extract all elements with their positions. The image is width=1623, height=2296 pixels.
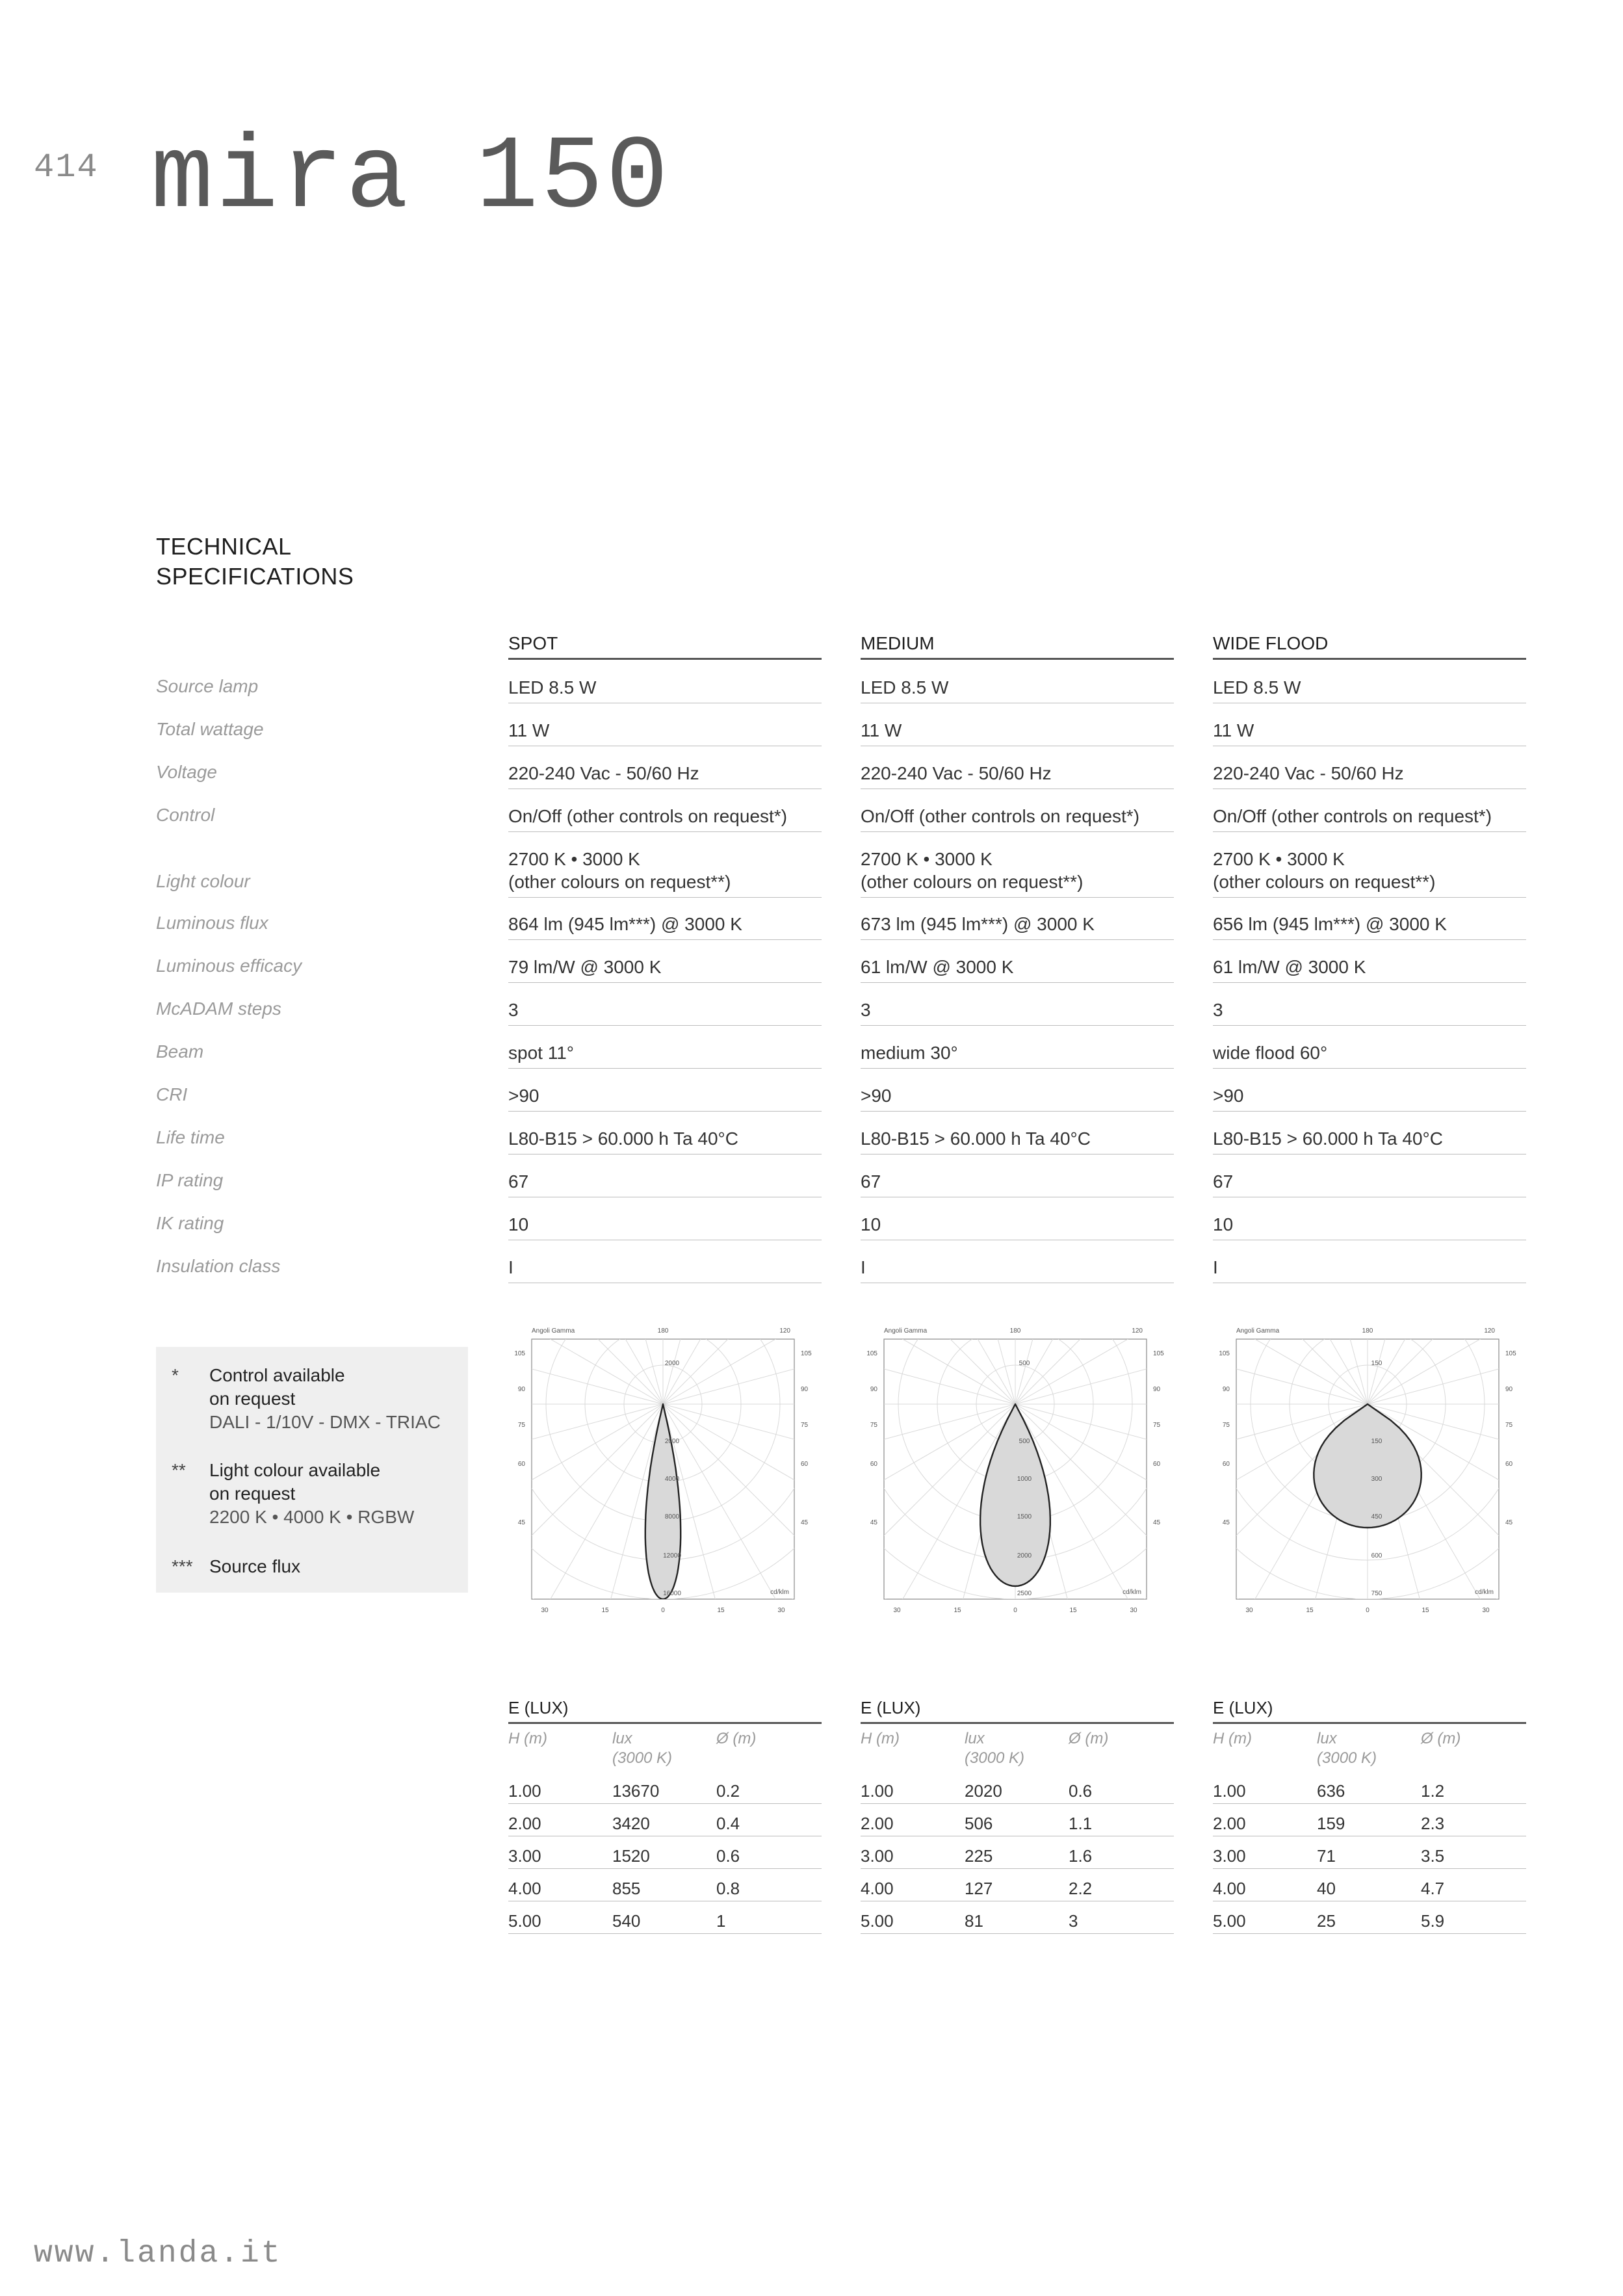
grid-spoke: [858, 1320, 1015, 1404]
lux-cell: 5.00: [508, 1911, 541, 1931]
lux-cell: 3.00: [508, 1846, 541, 1866]
angle-label-corner: 120: [1484, 1327, 1495, 1335]
grid-spoke: [663, 1320, 819, 1404]
lux-cell: 81: [965, 1911, 983, 1931]
footnote-mark: **: [172, 1460, 186, 1480]
lux-cell: 40: [1317, 1879, 1336, 1898]
lux-table-title: E (LUX): [508, 1698, 822, 1724]
lux-cell: 4.00: [508, 1879, 541, 1898]
lux-header-lux: [1317, 1729, 1377, 1768]
lux-cell: 2.00: [1213, 1814, 1246, 1833]
footnote-title: on request: [209, 1483, 296, 1504]
spec-cell-line: 2700 K • 3000 K: [1213, 849, 1345, 869]
spec-cell: 67: [508, 1170, 822, 1197]
spec-row-label: Source lamp: [156, 676, 259, 696]
grid-spoke: [1368, 1320, 1524, 1404]
radial-label: 500: [1019, 1438, 1030, 1445]
lux-header-height: H (m): [861, 1730, 900, 1747]
page-title: mira 150: [151, 120, 671, 238]
spec-cell: 3: [1213, 998, 1526, 1026]
spec-cell: On/Off (other controls on request*): [1213, 805, 1526, 832]
lux-cell: 0.4: [716, 1814, 740, 1833]
footnote-title: Control available: [209, 1365, 345, 1385]
grid-spoke: [858, 1320, 1015, 1404]
spec-row-label: Luminous efficacy: [156, 956, 302, 976]
angle-label-right: 45: [1153, 1519, 1161, 1526]
spec-cell: 10: [1213, 1213, 1526, 1240]
radial-label: 500: [1019, 1360, 1030, 1367]
lux-cell: 1.2: [1421, 1781, 1445, 1801]
chart-title: Angoli Gamma: [884, 1327, 928, 1335]
radial-label: 1500: [1017, 1513, 1032, 1520]
radial-label: 2500: [1017, 1590, 1032, 1597]
angle-label-bottom: 15: [954, 1607, 961, 1614]
spec-cell: 220-240 Vac - 50/60 Hz: [1213, 762, 1526, 789]
spec-row-label: Luminous flux: [156, 913, 268, 933]
lux-cell: 225: [965, 1846, 993, 1866]
grid-spoke: [506, 1320, 663, 1404]
lux-table-row: [508, 1773, 822, 1804]
page-number: 414: [34, 148, 99, 187]
angle-label-left: 75: [1222, 1422, 1230, 1429]
angle-label-left: 45: [517, 1519, 525, 1526]
beam-lobe: [1314, 1404, 1421, 1528]
grid-spoke: [663, 1404, 819, 1619]
spec-cell: 10: [508, 1213, 822, 1240]
lux-cell: 1.00: [861, 1781, 894, 1801]
angle-label-right: 75: [1153, 1422, 1161, 1429]
grid-spoke: [663, 1320, 819, 1404]
lux-cell: 5.00: [1213, 1911, 1246, 1931]
radial-label: 300: [1371, 1476, 1383, 1483]
spec-cell: 61 lm/W @ 3000 K: [861, 956, 1174, 983]
lux-table-row: [1213, 1773, 1526, 1804]
radial-label: 150: [1371, 1360, 1383, 1367]
radial-label: 750: [1371, 1590, 1383, 1597]
lux-cell: 5.00: [861, 1911, 894, 1931]
lux-table-row: [1213, 1838, 1526, 1869]
lux-header-line: lux: [965, 1730, 985, 1747]
lux-header-diameter: Ø (m): [1069, 1730, 1109, 1747]
angle-label-top: 180: [657, 1327, 669, 1335]
footnote-detail: 2200 K • 4000 K • RGBW: [209, 1507, 415, 1527]
angle-label-bottom: 30: [1245, 1607, 1253, 1614]
lux-cell: 506: [965, 1814, 993, 1833]
grid-spoke: [1368, 1320, 1524, 1404]
angle-label-right: 75: [801, 1422, 809, 1429]
angle-label-corner: 120: [779, 1327, 790, 1335]
lux-table-row: [861, 1903, 1174, 1934]
lux-header-lux: [612, 1729, 672, 1768]
angle-label-right: 90: [801, 1386, 809, 1393]
spec-cell: 220-240 Vac - 50/60 Hz: [861, 762, 1174, 789]
spec-cell-line: (other colours on request**): [508, 872, 731, 892]
grid-spoke: [1210, 1320, 1368, 1404]
grid-spoke: [506, 1320, 663, 1404]
angle-label-left: 90: [517, 1386, 525, 1393]
lux-cell: 3.5: [1421, 1846, 1445, 1866]
lux-header-line: lux: [612, 1730, 632, 1747]
section-title-line: SPECIFICATIONS: [156, 563, 354, 590]
spec-cell: 10: [861, 1213, 1174, 1240]
lux-table-row: [508, 1871, 822, 1901]
angle-label-bottom: 15: [601, 1607, 609, 1614]
chart-unit: cd/klm: [1475, 1589, 1494, 1596]
spec-cell: [508, 848, 822, 898]
lux-cell: 3.00: [861, 1846, 894, 1866]
angle-label-right: 105: [1505, 1350, 1516, 1357]
angle-label-left: 60: [517, 1461, 525, 1468]
lux-cell: 1.00: [1213, 1781, 1246, 1801]
angle-label-left: 105: [1219, 1350, 1230, 1357]
chart-grid: [506, 1320, 819, 1619]
lux-header-line: lux: [1317, 1730, 1337, 1747]
grid-spoke: [506, 1320, 663, 1404]
spec-row-label: Insulation class: [156, 1256, 281, 1276]
angle-label-right: 60: [801, 1461, 809, 1468]
lux-table-row: [861, 1871, 1174, 1901]
lux-cell: 1: [716, 1911, 726, 1931]
spec-cell-line: 2700 K • 3000 K: [508, 849, 640, 869]
angle-label-left: 45: [1222, 1519, 1230, 1526]
spec-row-label: Control: [156, 805, 215, 825]
spec-cell: LED 8.5 W: [861, 676, 1174, 703]
spec-row-label: IP rating: [156, 1170, 224, 1190]
lux-cell: 3: [1069, 1911, 1078, 1931]
lux-cell: 3.00: [1213, 1846, 1246, 1866]
lux-cell: 0.2: [716, 1781, 740, 1801]
lux-header-diameter: Ø (m): [716, 1730, 757, 1747]
spec-cell: L80-B15 > 60.000 h Ta 40°C: [861, 1127, 1174, 1155]
angle-label-corner: 120: [1132, 1327, 1143, 1335]
lux-header-lux: [965, 1729, 1024, 1768]
angle-label-right: 45: [1505, 1519, 1513, 1526]
angle-label-left: 90: [1222, 1386, 1230, 1393]
spec-cell: On/Off (other controls on request*): [861, 805, 1174, 832]
grid-spoke: [1015, 1320, 1171, 1404]
footnote-title: Light colour available: [209, 1460, 381, 1480]
lux-table-title: E (LUX): [1213, 1698, 1526, 1724]
radial-label: 12000: [663, 1552, 681, 1559]
lux-cell: 5.9: [1421, 1911, 1445, 1931]
spec-column-header: SPOT: [508, 633, 822, 660]
angle-label-right: 75: [1505, 1422, 1513, 1429]
spec-cell: 11 W: [861, 719, 1174, 746]
angle-label-top: 180: [1009, 1327, 1021, 1335]
lux-cell: 4.00: [1213, 1879, 1246, 1898]
angle-label-left: 105: [514, 1350, 525, 1357]
spec-row-label: Light colour: [156, 871, 250, 891]
lux-cell: 636: [1317, 1781, 1345, 1801]
grid-spoke: [1015, 1320, 1171, 1404]
chart-unit: cd/klm: [770, 1589, 789, 1596]
spec-row-label: CRI: [156, 1084, 188, 1104]
spec-cell: I: [508, 1256, 822, 1283]
lux-cell: 2.2: [1069, 1879, 1093, 1898]
grid-spoke: [1368, 1320, 1524, 1404]
lux-cell: 2.00: [508, 1814, 541, 1833]
spec-cell: [861, 848, 1174, 898]
grid-spoke: [506, 1404, 663, 1522]
grid-spoke: [1015, 1320, 1171, 1404]
angle-label-bottom: 30: [541, 1607, 549, 1614]
lux-header-diameter: Ø (m): [1421, 1730, 1461, 1747]
grid-spoke: [506, 1320, 663, 1404]
angle-label-left: 75: [517, 1422, 525, 1429]
footnote-mark: ***: [172, 1556, 193, 1576]
footnote-mark: *: [172, 1365, 179, 1385]
polar-chart-medium: [858, 1320, 1171, 1619]
angle-label-right: 60: [1153, 1461, 1161, 1468]
lux-cell: 159: [1317, 1814, 1345, 1833]
lux-table-row: [861, 1806, 1174, 1836]
grid-spoke: [1368, 1320, 1524, 1404]
angle-label-right: 105: [801, 1350, 812, 1357]
grid-spoke: [506, 1404, 663, 1619]
footnote-title: Source flux: [209, 1556, 301, 1576]
lux-table-row: [861, 1838, 1174, 1869]
angle-label-bottom: 15: [1069, 1607, 1077, 1614]
lux-table-row: [1213, 1903, 1526, 1934]
radial-label: 1000: [1017, 1476, 1032, 1483]
grid-spoke: [663, 1320, 819, 1404]
polar-chart-wide-flood: [1210, 1320, 1524, 1619]
lux-header-height: H (m): [508, 1730, 547, 1747]
lux-cell: 0.6: [716, 1846, 740, 1866]
lux-cell: 1.00: [508, 1781, 541, 1801]
beam-lobe: [980, 1404, 1050, 1586]
lux-header-line: (3000 K): [1317, 1749, 1377, 1767]
lux-cell: 71: [1317, 1846, 1336, 1866]
spec-cell: 11 W: [1213, 719, 1526, 746]
angle-label-bottom: 30: [1130, 1607, 1137, 1614]
radial-label: 2000: [664, 1360, 680, 1367]
grid-spoke: [1210, 1320, 1368, 1404]
lux-table-row: [508, 1903, 822, 1934]
grid-spoke: [663, 1404, 819, 1522]
spec-cell: 67: [1213, 1170, 1526, 1197]
beam-lobe: [645, 1404, 681, 1599]
grid-spoke: [663, 1404, 819, 1619]
chart-grid: [1210, 1320, 1524, 1619]
lux-header-line: (3000 K): [612, 1749, 673, 1767]
radial-label: 450: [1371, 1513, 1383, 1520]
grid-spoke: [663, 1320, 781, 1404]
spec-cell-line: (other colours on request**): [861, 872, 1084, 892]
angle-label-bottom: 0: [1013, 1607, 1017, 1614]
spec-cell: 673 lm (945 lm***) @ 3000 K: [861, 913, 1174, 940]
angle-label-right: 90: [1505, 1386, 1513, 1393]
angle-label-bottom: 0: [1366, 1607, 1370, 1614]
lux-table-row: [861, 1773, 1174, 1804]
grid-spoke: [1210, 1320, 1368, 1404]
lux-table-title: E (LUX): [861, 1698, 1174, 1724]
grid-spoke: [1368, 1320, 1485, 1404]
spec-row-label: Voltage: [156, 762, 217, 782]
lux-table-row: [1213, 1871, 1526, 1901]
lux-header-line: (3000 K): [965, 1749, 1025, 1767]
lux-cell: 1.1: [1069, 1814, 1093, 1833]
section-title-line: TECHNICAL: [156, 533, 292, 560]
spec-row-label: McADAM steps: [156, 998, 281, 1019]
spec-cell: I: [1213, 1256, 1526, 1283]
spec-cell-line: 2700 K • 3000 K: [861, 849, 993, 869]
angle-label-bottom: 30: [893, 1607, 901, 1614]
lux-table-row: [508, 1838, 822, 1869]
spec-column-header: WIDE FLOOD: [1213, 633, 1526, 660]
angle-label-right: 90: [1153, 1386, 1161, 1393]
spec-cell: L80-B15 > 60.000 h Ta 40°C: [508, 1127, 822, 1155]
spec-cell: 3: [861, 998, 1174, 1026]
angle-label-right: 45: [801, 1519, 809, 1526]
lux-cell: 13670: [612, 1781, 660, 1801]
spec-cell: 864 lm (945 lm***) @ 3000 K: [508, 913, 822, 940]
spec-cell: medium 30°: [861, 1041, 1174, 1069]
spec-cell-line: (other colours on request**): [1213, 872, 1436, 892]
grid-spoke: [1015, 1320, 1133, 1404]
chart-unit: cd/klm: [1123, 1589, 1141, 1596]
spec-cell: >90: [1213, 1084, 1526, 1112]
lux-cell: 4.7: [1421, 1879, 1445, 1898]
lux-table-row: [508, 1806, 822, 1836]
spec-cell: 220-240 Vac - 50/60 Hz: [508, 762, 822, 789]
footnote-detail: DALI - 1/10V - DMX - TRIAC: [209, 1412, 441, 1432]
spec-cell: L80-B15 > 60.000 h Ta 40°C: [1213, 1127, 1526, 1155]
spec-cell: 79 lm/W @ 3000 K: [508, 956, 822, 983]
grid-spoke: [663, 1404, 819, 1619]
lux-cell: 2.00: [861, 1814, 894, 1833]
grid-spoke: [858, 1320, 1015, 1404]
spec-cell: spot 11°: [508, 1041, 822, 1069]
spec-cell: wide flood 60°: [1213, 1041, 1526, 1069]
grid-spoke: [506, 1404, 663, 1619]
lux-cell: 0.6: [1069, 1781, 1093, 1801]
angle-label-left: 75: [870, 1422, 877, 1429]
spec-cell: LED 8.5 W: [508, 676, 822, 703]
angle-label-bottom: 0: [661, 1607, 665, 1614]
chart-title: Angoli Gamma: [532, 1327, 575, 1335]
spec-cell: LED 8.5 W: [1213, 676, 1526, 703]
lux-cell: 1520: [612, 1846, 650, 1866]
section-title: [156, 532, 354, 592]
angle-label-bottom: 30: [1482, 1607, 1490, 1614]
spec-cell: [1213, 848, 1526, 898]
spec-column-header: MEDIUM: [861, 633, 1174, 660]
spec-row-label: Life time: [156, 1127, 225, 1147]
lux-cell: 25: [1317, 1911, 1336, 1931]
grid-spoke: [1210, 1320, 1368, 1404]
angle-label-bottom: 15: [717, 1607, 725, 1614]
angle-label-right: 105: [1153, 1350, 1164, 1357]
spec-cell: On/Off (other controls on request*): [508, 805, 822, 832]
spec-cell: 11 W: [508, 719, 822, 746]
grid-spoke: [858, 1320, 1015, 1404]
grid-spoke: [663, 1320, 819, 1404]
angle-label-bottom: 15: [1422, 1607, 1429, 1614]
radial-label: 8000: [664, 1513, 680, 1520]
grid-spoke: [1015, 1320, 1171, 1404]
angle-label-left: 60: [870, 1461, 877, 1468]
spec-row-label: Beam: [156, 1041, 204, 1062]
grid-spoke: [506, 1404, 663, 1619]
spec-cell: 67: [861, 1170, 1174, 1197]
lux-cell: 4.00: [861, 1879, 894, 1898]
radial-label: 16000: [663, 1590, 681, 1597]
footnotes-box: [156, 1347, 468, 1593]
angle-label-left: 60: [1222, 1461, 1230, 1468]
spec-cell: I: [861, 1256, 1174, 1283]
lux-cell: 0.8: [716, 1879, 740, 1898]
lux-cell: 3420: [612, 1814, 650, 1833]
angle-label-left: 45: [870, 1519, 877, 1526]
site-url: www.landa.it: [34, 2236, 282, 2271]
spec-cell: >90: [508, 1084, 822, 1112]
polar-chart-spot: [506, 1320, 819, 1619]
spec-cell: 3: [508, 998, 822, 1026]
radial-label: 2000: [1017, 1552, 1032, 1559]
chart-grid: [858, 1320, 1171, 1619]
lux-cell: 2020: [965, 1781, 1002, 1801]
spec-cell: 61 lm/W @ 3000 K: [1213, 956, 1526, 983]
spec-cell: >90: [861, 1084, 1174, 1112]
angle-label-left: 105: [866, 1350, 877, 1357]
radial-label: 600: [1371, 1552, 1383, 1559]
lux-cell: 2.3: [1421, 1814, 1445, 1833]
angle-label-bottom: 15: [1306, 1607, 1314, 1614]
angle-label-left: 90: [870, 1386, 877, 1393]
chart-title: Angoli Gamma: [1236, 1327, 1280, 1335]
lux-cell: 855: [612, 1879, 641, 1898]
angle-label-right: 60: [1505, 1461, 1513, 1468]
lux-header-height: H (m): [1213, 1730, 1252, 1747]
angle-label-top: 180: [1362, 1327, 1373, 1335]
spec-cell: 656 lm (945 lm***) @ 3000 K: [1213, 913, 1526, 940]
radial-label: 150: [1371, 1438, 1383, 1445]
angle-label-bottom: 30: [777, 1607, 785, 1614]
radial-label: 2000: [664, 1438, 680, 1445]
lux-cell: 127: [965, 1879, 993, 1898]
lux-cell: 1.6: [1069, 1846, 1093, 1866]
radial-label: 4000: [664, 1476, 680, 1483]
footnote-title: on request: [209, 1389, 296, 1409]
lux-table-row: [1213, 1806, 1526, 1836]
spec-row-label: IK rating: [156, 1213, 224, 1233]
lux-cell: 540: [612, 1911, 641, 1931]
spec-row-label: Total wattage: [156, 719, 264, 739]
